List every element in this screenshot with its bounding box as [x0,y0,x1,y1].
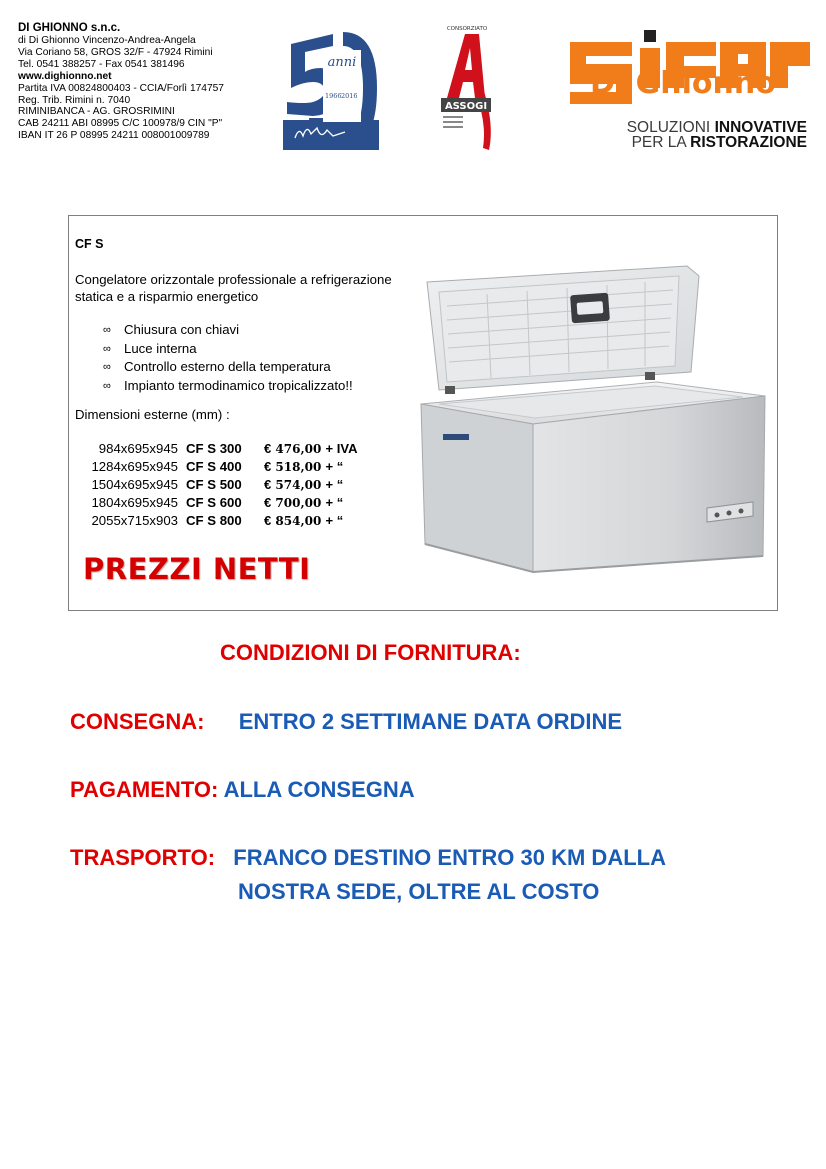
model-name: CF S 400 [186,459,242,474]
model-name: CF S 300 [186,441,242,456]
gifar-tagline-2: PER LA RISTORAZIONE [631,134,807,151]
price-row [75,494,375,512]
pagamento-label: PAGAMENTO: [70,777,219,802]
logo-50-year-to: 2016 [341,92,358,100]
legal-line: Reg. Trib. Rimini n. 7040 [18,94,131,106]
net-prices-label: PREZZI NETTI [83,552,311,586]
product-box [68,215,778,611]
model-price: € 518,00 + “ [264,459,344,474]
feature-list [103,321,405,395]
conditions-title: CONDIZIONI DI FORNITURA: [220,640,521,665]
legal-line: Partita IVA 00824800403 - CCIA/Forlì 174757 [18,82,224,94]
product-description: Congelatore orizzontale professionale a refrigerazione statica e a risparmio energetico [75,272,392,304]
pagamento-value: ALLA CONSEGNA [223,777,415,802]
infinity-bullet-icon: ∞ [103,379,111,392]
model-dimensions: 984x695x945 [98,441,178,456]
infinity-bullet-icon: ∞ [103,361,111,373]
legal-line: IBAN IT 26 P 08995 24211 008001009789 [18,130,210,142]
condition-pagamento [70,773,415,807]
model-price: € 476,00 + IVA [264,441,358,456]
logo-50-anni [283,28,379,150]
consegna-value: ENTRO 2 SETTIMANE DATA ORDINE [238,709,623,734]
assogi-badge: ASSOGI [444,101,488,112]
company-name: DI GHIONNO s.n.c. [18,22,121,34]
infinity-bullet-icon: ∞ [103,324,111,336]
price-table [75,440,375,530]
model-dimensions: 1284x695x945 [91,459,178,474]
product-details [75,236,405,530]
model-name: CF S 800 [186,513,242,528]
feature-item: ∞ Controllo esterno della temperatura [103,358,405,377]
company-line: di Di Ghionno Vincenzo-Andrea-Angela [18,35,196,46]
gifar-subbrand: Di Ghionno [590,66,776,101]
legal-line: RIMINIBANCA - AG. GROSRIMINI [18,106,175,118]
condition-consegna [70,705,622,739]
model-name: CF S 500 [186,477,242,492]
dimensions-label: Dimensioni esterne (mm) : [75,407,230,422]
consegna-label: CONSEGNA: [70,709,205,734]
logo-assogi [435,22,499,152]
trasporto-value-1: FRANCO DESTINO ENTRO 30 KM DALLA [233,845,666,870]
price-row [75,476,375,494]
model-price: € 574,00 + “ [264,477,344,492]
model-dimensions: 2055x715x903 [91,513,178,528]
model-price: € 700,00 + “ [264,495,344,510]
condition-trasporto [70,841,666,875]
company-line: Via Coriano 58, GROS 32/F - 47924 Rimini [18,46,213,58]
price-row [75,440,375,458]
assogi-top-text: CONSORZIATO [446,26,488,32]
feature-item: ∞ Impianto termodinamico tropicalizzato!! [103,377,405,396]
logo-gifar [568,30,813,152]
legal-line: CAB 24211 ABI 08995 C/C 100978/9 CIN "P" [18,118,223,130]
company-website[interactable]: www.dighionno.net [18,70,112,82]
company-info [18,22,268,142]
gifar-tagline-1: SOLUZIONI INNOVATIVE [626,119,807,136]
feature-item: ∞ Chiusura con chiavi [103,321,405,340]
model-price: € 854,00 + “ [264,513,344,528]
infinity-bullet-icon: ∞ [103,342,111,355]
trasporto-value-2: NOSTRA SEDE, OLTRE AL COSTO [238,879,600,904]
product-title: CF S [75,237,104,251]
company-line: Tel. 0541 388257 - Fax 0541 381496 [18,58,185,70]
model-dimensions: 1804x695x945 [91,495,178,510]
trasporto-label: TRASPORTO: [70,845,216,870]
logo-50-year-from: 1966 [325,92,342,100]
feature-item: ∞ Luce interna [103,340,405,359]
price-row [75,512,375,530]
chest-freezer-image [417,254,767,574]
price-row [75,458,375,476]
model-name: CF S 600 [186,495,242,510]
model-dimensions: 1504x695x945 [91,477,178,492]
logo-50-text: anni [327,55,357,70]
